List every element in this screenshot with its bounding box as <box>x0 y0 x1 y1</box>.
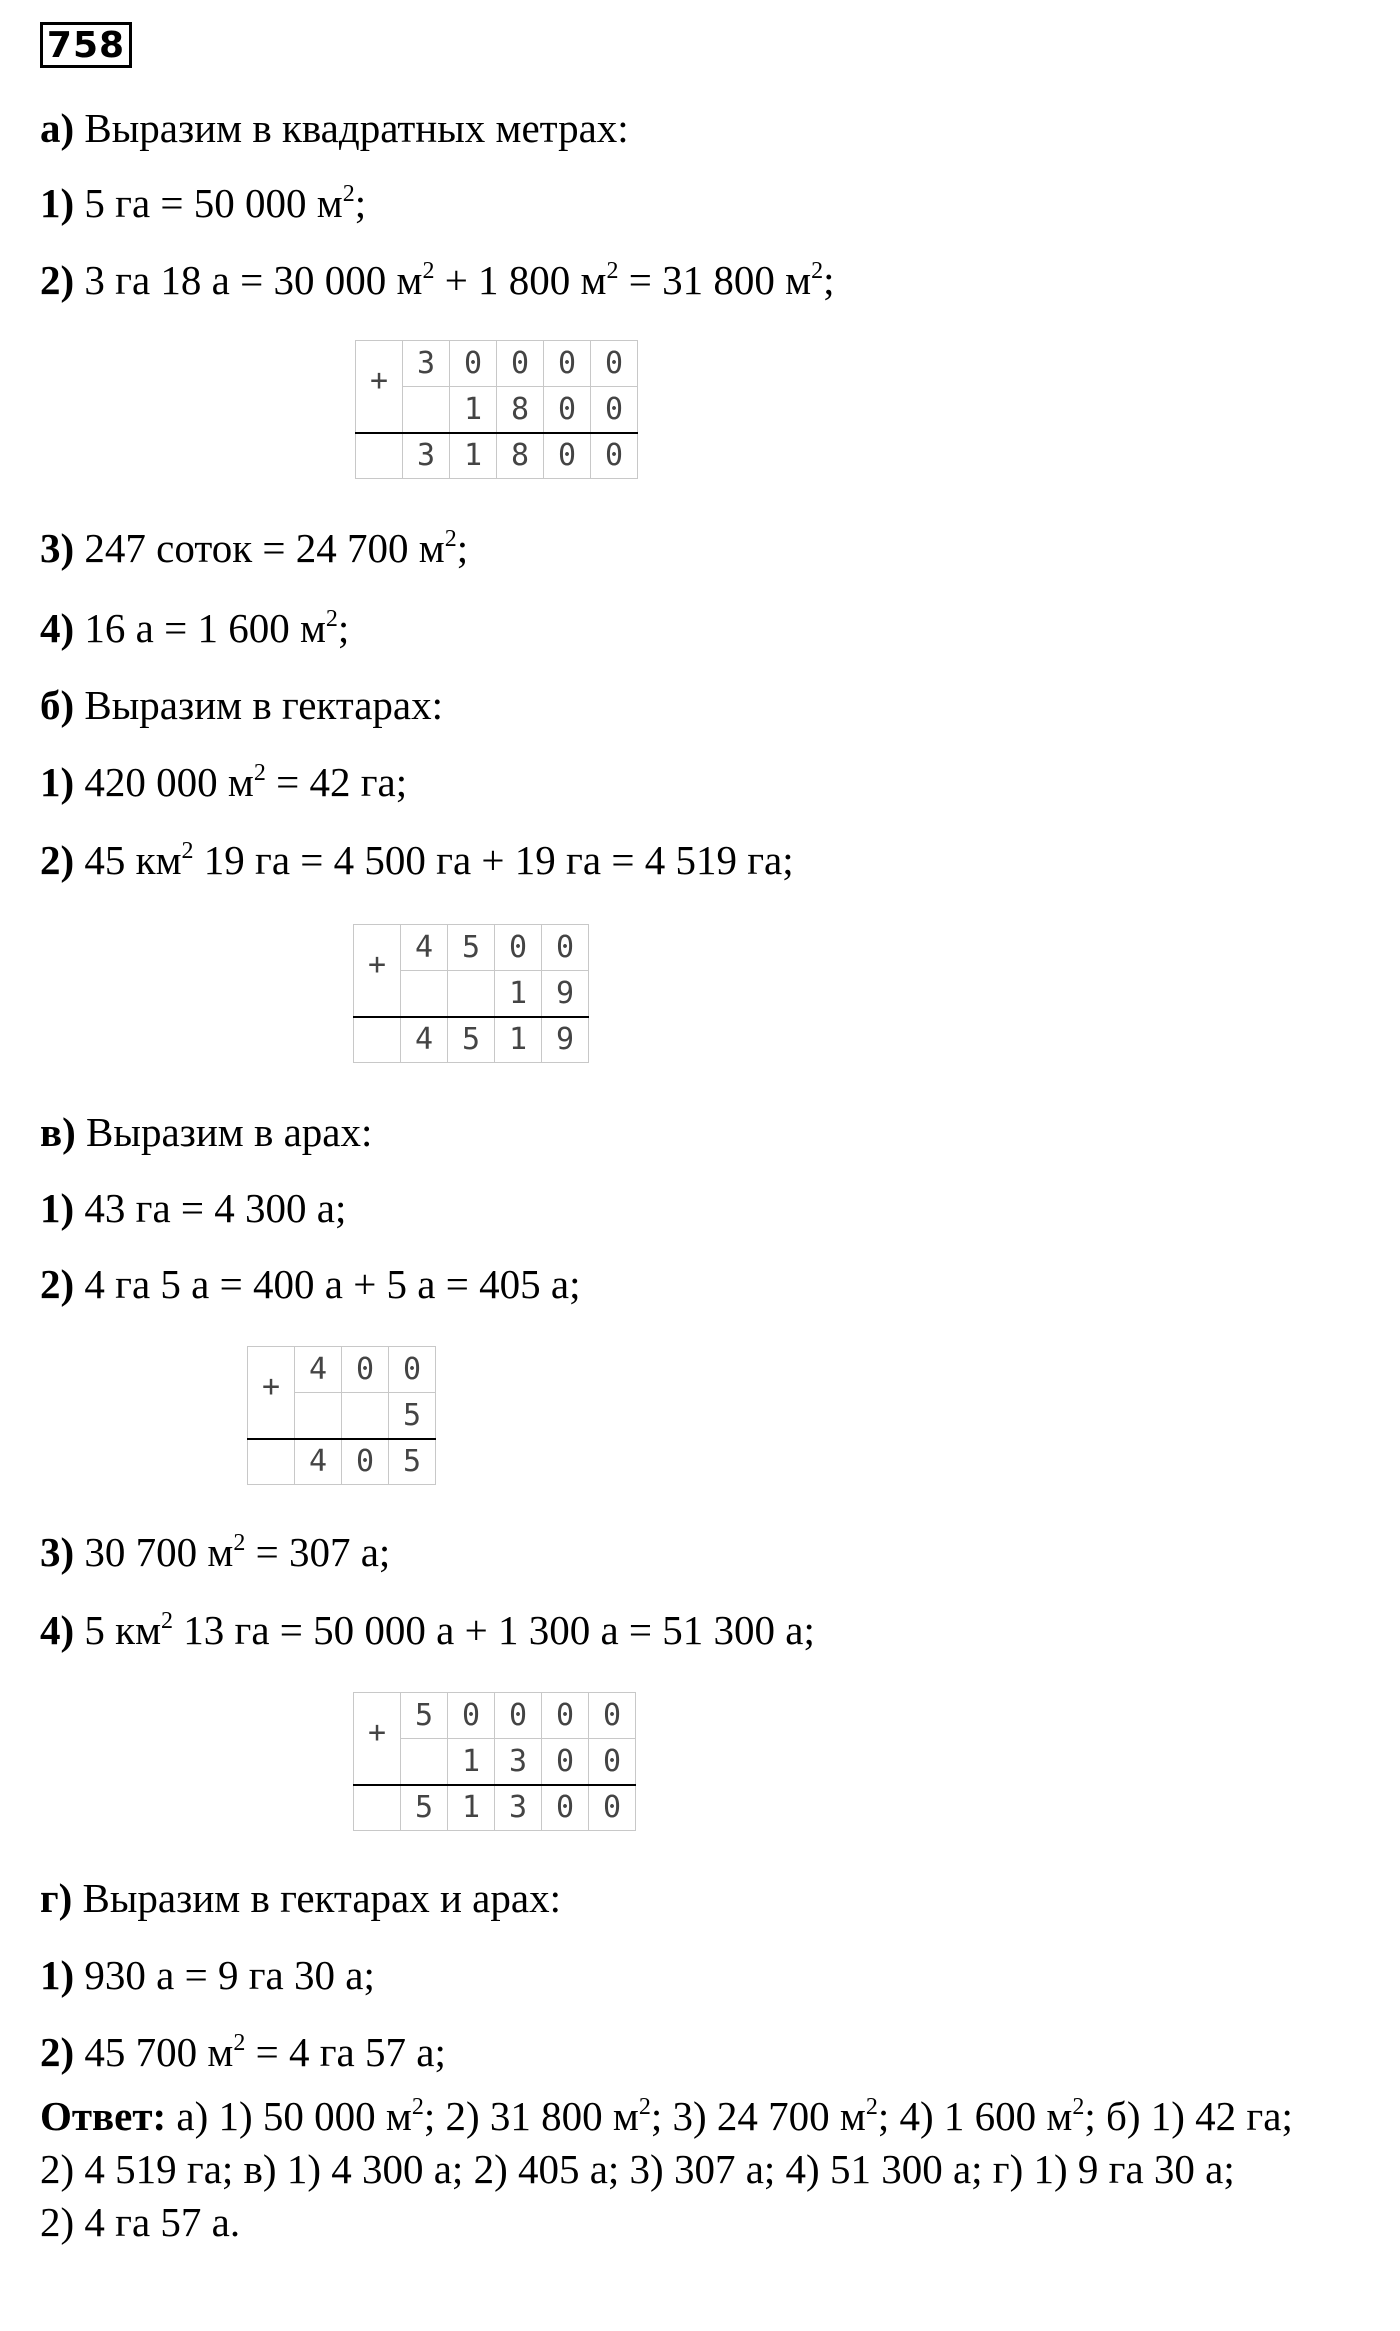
digit-cell: 4 <box>401 1017 448 1063</box>
digit-cell: 5 <box>389 1393 436 1439</box>
digit-cell: 0 <box>450 341 497 387</box>
digit-cell: 5 <box>389 1439 436 1485</box>
digit-cell: 4 <box>295 1439 342 1485</box>
digit-cell: 0 <box>542 925 589 971</box>
section-g-heading: г) Выразим в гектарах и арах: <box>40 1875 561 1921</box>
line-v3: 3) 30 700 $м^2 = 307$ а; <box>40 1529 391 1575</box>
digit-cell: 0 <box>589 1739 636 1785</box>
line-a2: 2) 3 га 18 а = 30 000 $м^2 + 1$ 800 $м^2 = 31$ 800 $м^2$; <box>40 257 835 303</box>
digit-cell <box>401 1739 448 1785</box>
digit-cell: 0 <box>544 387 591 433</box>
answer-line-1: Ответ: а) 1) 50 000 $м^2$; 2) 31 800 $м^2$; 3) 24 700 $м^2$; 4) 1 600 $м^2$; б) 1) 42 га; <box>40 2093 1293 2139</box>
column-addition-1 <box>355 340 638 479</box>
line-a4: 4) 16 а = 1 600 $м^2$; <box>40 605 350 651</box>
digit-cell: 0 <box>448 1693 495 1739</box>
digit-cell: 5 <box>401 1693 448 1739</box>
plus-sign: + <box>354 1693 401 1785</box>
digit-cell: 0 <box>495 925 542 971</box>
column-addition-4 <box>353 1692 636 1831</box>
digit-cell: 5 <box>448 925 495 971</box>
digit-cell: 1 <box>495 971 542 1017</box>
digit-cell: 3 <box>403 341 450 387</box>
digit-cell: 9 <box>542 971 589 1017</box>
digit-cell <box>401 971 448 1017</box>
line-b2: 2) 45 $км^2$ 19 га = 4 500 га + 19 га = 4 519 га; <box>40 837 794 883</box>
digit-cell: 3 <box>403 433 450 479</box>
line-v2: 2) 4 га 5 а = 400 а + 5 а = 405 а; <box>40 1261 581 1307</box>
digit-cell: 0 <box>342 1439 389 1485</box>
digit-cell: 0 <box>589 1693 636 1739</box>
answer-block <box>40 2090 1380 2249</box>
digit-cell: 0 <box>495 1693 542 1739</box>
digit-cell: 0 <box>542 1785 589 1831</box>
digit-cell: 0 <box>591 433 638 479</box>
digit-cell <box>354 1785 401 1831</box>
digit-cell: 5 <box>448 1017 495 1063</box>
answer-line-2: 2) 4 519 га; в) 1) 4 300 а; 2) 405 а; 3) 307 а; 4) 51 300 а; г) 1) 9 га 30 а; <box>40 2146 1235 2192</box>
line-b1: 1) 420 000 $м^2 = 42$ га; <box>40 759 408 805</box>
digit-cell: 0 <box>542 1693 589 1739</box>
digit-cell: 0 <box>591 387 638 433</box>
digit-cell: 1 <box>448 1785 495 1831</box>
digit-cell: 3 <box>495 1785 542 1831</box>
digit-cell: 0 <box>591 341 638 387</box>
section-v-heading: в) Выразим в арах: <box>40 1109 373 1155</box>
digit-cell <box>356 433 403 479</box>
digit-cell <box>295 1393 342 1439</box>
line-g1: 1) 930 а = 9 га 30 а; <box>40 1952 375 1998</box>
digit-cell: 4 <box>401 925 448 971</box>
digit-cell: 4 <box>295 1347 342 1393</box>
line-v4: 4) 5 $км^2$ 13 га = 50 000 а + 1 300 а = 51 300 а; <box>40 1607 815 1653</box>
column-addition-2 <box>353 924 589 1063</box>
digit-cell: 8 <box>497 387 544 433</box>
plus-sign: + <box>248 1347 295 1439</box>
line-g2: 2) 45 700 $м^2 = 4$ га 57 а; <box>40 2029 446 2075</box>
problem-number: 758 <box>40 22 132 68</box>
digit-cell <box>342 1393 389 1439</box>
digit-cell: 9 <box>542 1017 589 1063</box>
digit-cell: 0 <box>342 1347 389 1393</box>
digit-cell: 0 <box>497 341 544 387</box>
digit-cell <box>448 971 495 1017</box>
section-b-heading: б) Выразим в гектарах: <box>40 682 443 728</box>
digit-cell: 5 <box>401 1785 448 1831</box>
line-a3: 3) 247 соток = 24 700 $м^2$; <box>40 525 469 571</box>
section-a-heading: а) Выразим в квадратных метрах: <box>40 105 629 151</box>
digit-cell <box>248 1439 295 1485</box>
digit-cell: 1 <box>450 387 497 433</box>
digit-cell: 1 <box>450 433 497 479</box>
line-v1: 1) 43 га = 4 300 а; <box>40 1185 347 1231</box>
digit-cell <box>354 1017 401 1063</box>
digit-cell <box>403 387 450 433</box>
digit-cell: 1 <box>495 1017 542 1063</box>
plus-sign: + <box>354 925 401 1017</box>
plus-sign: + <box>356 341 403 433</box>
digit-cell: 0 <box>544 341 591 387</box>
digit-cell: 0 <box>589 1785 636 1831</box>
answer-line-3: 2) 4 га 57 а. <box>40 2199 241 2245</box>
line-a1: 1) 5 га = 50 000 $м^2$; <box>40 180 367 226</box>
digit-cell: 0 <box>389 1347 436 1393</box>
digit-cell: 3 <box>495 1739 542 1785</box>
digit-cell: 0 <box>542 1739 589 1785</box>
column-addition-3 <box>247 1346 436 1485</box>
digit-cell: 0 <box>544 433 591 479</box>
digit-cell: 1 <box>448 1739 495 1785</box>
digit-cell: 8 <box>497 433 544 479</box>
